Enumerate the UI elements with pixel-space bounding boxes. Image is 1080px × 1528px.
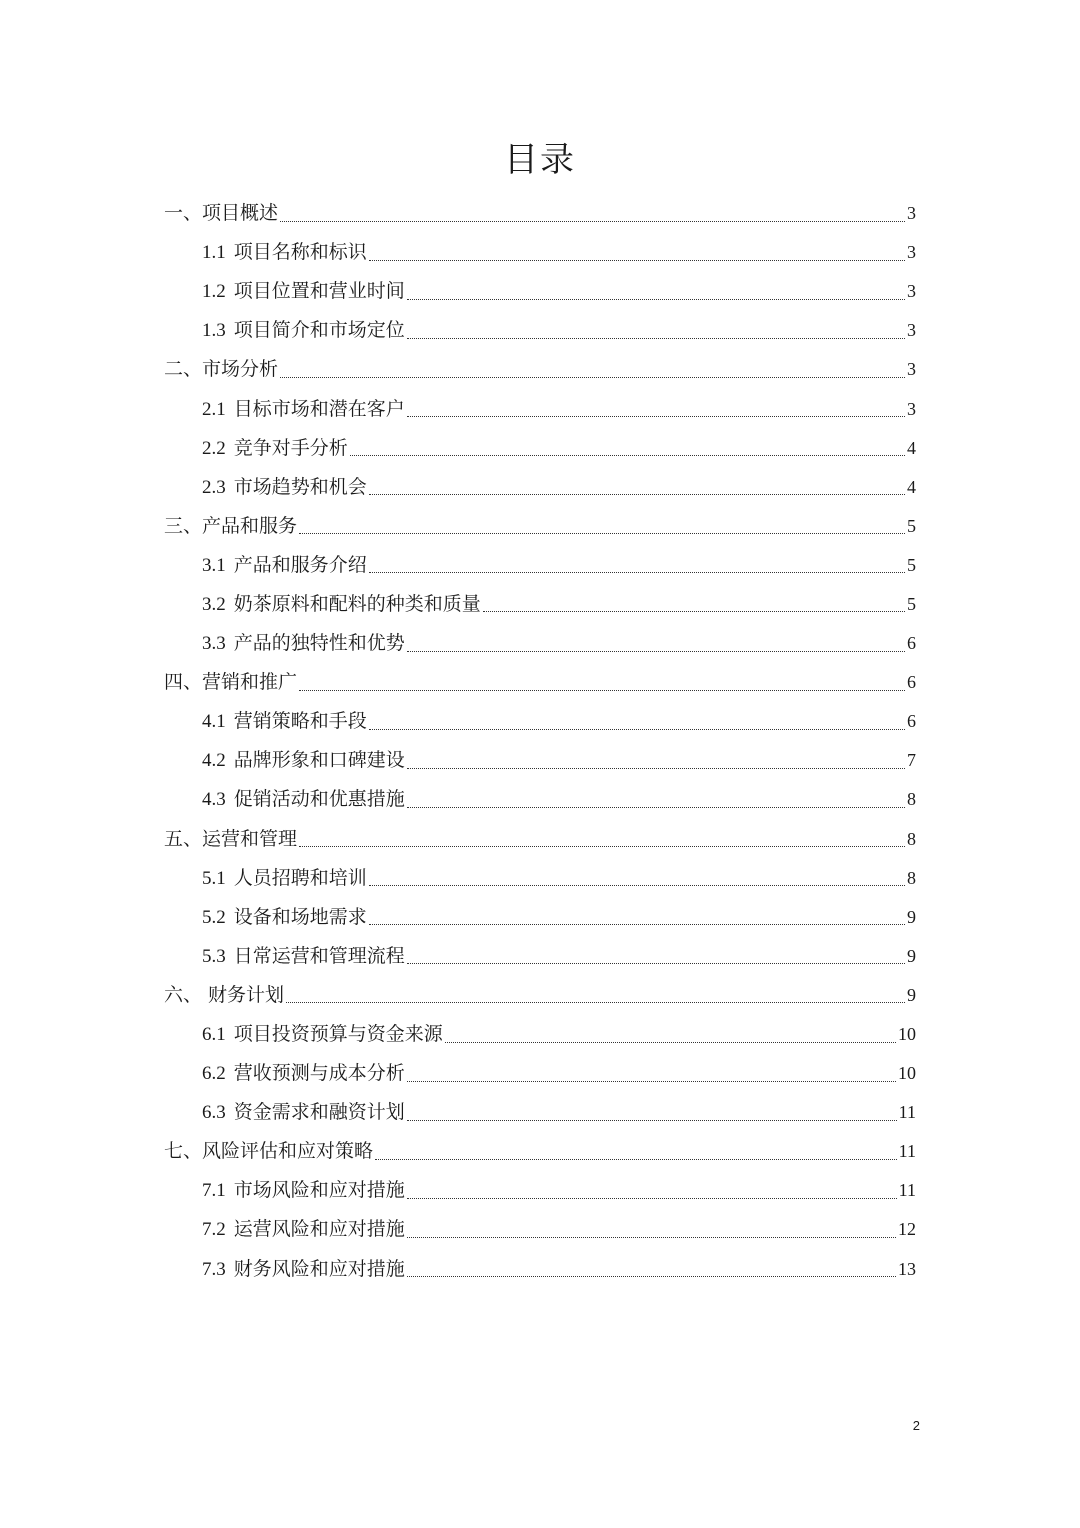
toc-entry-label [202, 1210, 405, 1249]
toc-entry-label [164, 507, 297, 546]
toc-dot-leader [299, 845, 905, 847]
toc-entry-text: 项目名称和标识 [233, 241, 367, 264]
toc-entry-page-number: 12 [898, 1219, 916, 1240]
toc-entry-text: 项目位置和营业时间 [233, 280, 405, 303]
toc-dot-leader [369, 728, 905, 730]
toc-entry-page-number: 11 [898, 1180, 916, 1201]
toc-entry-text: 六、 财务计划 [164, 983, 285, 1006]
toc-dot-leader [407, 415, 905, 417]
toc-entry-text: 品牌形象和口碑建设 [233, 749, 405, 772]
toc-entry-label [202, 272, 405, 311]
toc-section-entry[interactable] [164, 663, 916, 702]
toc-entry-text: 目标市场和潜在客户 [233, 397, 405, 420]
toc-entry-number: 5.2 [202, 906, 226, 928]
toc-entry-label [202, 546, 367, 585]
toc-entry-page-number: 7 [907, 750, 916, 771]
toc-entry-page-number: 3 [907, 320, 916, 341]
toc-entry-page-number: 8 [907, 828, 916, 849]
toc-entry-number: 2.1 [202, 398, 226, 420]
toc-entry-number: 4.3 [202, 789, 226, 811]
toc-entry-number: 7.3 [202, 1258, 226, 1280]
toc-entry-text: 营收预测与成本分析 [233, 1062, 405, 1085]
toc-entry-page-number: 4 [907, 476, 916, 497]
footer-page-number: 2 [912, 1418, 920, 1433]
toc-entry-page-number: 3 [907, 203, 916, 224]
toc-entry-number: 6.3 [202, 1102, 226, 1124]
toc-subsection-entry[interactable] [202, 898, 916, 937]
toc-entry-page-number: 5 [907, 515, 916, 536]
toc-subsection-entry[interactable] [202, 1210, 916, 1249]
toc-dot-leader [280, 220, 905, 222]
toc-entry-text: 人员招聘和培训 [233, 866, 367, 889]
toc-entry-label [202, 624, 405, 663]
toc-section-entry[interactable] [164, 350, 916, 389]
toc-entry-label [202, 233, 367, 272]
toc-entry-number: 3.3 [202, 633, 226, 655]
toc-entry-page-number: 4 [907, 437, 916, 458]
toc-dot-leader [369, 259, 905, 261]
toc-entry-label [202, 468, 367, 507]
toc-entry-number: 6.2 [202, 1063, 226, 1085]
toc-entry-label [202, 702, 367, 741]
toc-entry-text: 市场趋势和机会 [233, 475, 367, 498]
toc-entry-text: 产品和服务介绍 [233, 553, 367, 576]
toc-entry-number: 3.2 [202, 593, 226, 615]
toc-entry-text: 四、营销和推广 [164, 671, 298, 694]
toc-dot-leader [375, 1158, 897, 1160]
toc-subsection-entry[interactable] [202, 741, 916, 780]
toc-subsection-entry[interactable] [202, 624, 916, 663]
toc-dot-leader [407, 337, 905, 339]
toc-entry-text: 市场风险和应对措施 [233, 1179, 405, 1202]
toc-entry-page-number: 6 [907, 711, 916, 732]
toc-entry-page-number: 10 [898, 1024, 916, 1045]
toc-subsection-entry[interactable] [202, 859, 916, 898]
toc-entry-page-number: 9 [907, 906, 916, 927]
toc-dot-leader [407, 767, 905, 769]
toc-entry-label [164, 663, 297, 702]
toc-list [0, 194, 1080, 1289]
toc-entry-number: 1.1 [202, 242, 226, 264]
toc-subsection-entry[interactable] [202, 937, 916, 976]
toc-entry-text: 运营风险和应对措施 [233, 1218, 405, 1241]
toc-dot-leader [407, 1119, 897, 1121]
toc-dot-leader [407, 298, 905, 300]
toc-entry-text: 项目简介和市场定位 [233, 319, 405, 342]
toc-entry-label [164, 976, 284, 1015]
toc-entry-label [202, 780, 405, 819]
toc-entry-number: 3.1 [202, 554, 226, 576]
toc-dot-leader [407, 1197, 897, 1199]
toc-entry-text: 促销活动和优惠措施 [233, 788, 405, 811]
toc-entry-text: 一、项目概述 [164, 202, 279, 225]
toc-entry-label [202, 311, 405, 350]
toc-entry-text: 奶茶原料和配料的种类和质量 [233, 592, 481, 615]
toc-dot-leader [369, 923, 905, 925]
toc-subsection-entry[interactable] [202, 468, 916, 507]
toc-title: 目录 [504, 140, 576, 180]
toc-entry-page-number: 8 [907, 789, 916, 810]
toc-entry-number: 5.3 [202, 945, 226, 967]
toc-dot-leader [407, 962, 905, 964]
toc-entry-page-number: 3 [907, 281, 916, 302]
toc-entry-page-number: 9 [907, 945, 916, 966]
toc-entry-page-number: 3 [907, 359, 916, 380]
toc-entry-page-number: 8 [907, 867, 916, 888]
toc-subsection-entry[interactable] [202, 585, 916, 624]
toc-subsection-entry[interactable] [202, 702, 916, 741]
toc-entry-number: 1.2 [202, 281, 226, 303]
toc-entry-number: 5.1 [202, 867, 226, 889]
toc-entry-label [164, 820, 297, 859]
toc-dot-leader [369, 493, 905, 495]
toc-dot-leader [445, 1041, 896, 1043]
toc-entry-label [202, 859, 367, 898]
toc-section-entry[interactable] [164, 507, 916, 546]
toc-dot-leader [280, 376, 905, 378]
toc-entry-text: 财务风险和应对措施 [233, 1257, 405, 1280]
toc-dot-leader [369, 571, 905, 573]
toc-entry-page-number: 5 [907, 593, 916, 614]
toc-entry-text: 设备和场地需求 [233, 905, 367, 928]
toc-entry-number: 1.3 [202, 320, 226, 342]
toc-entry-page-number: 13 [898, 1258, 916, 1279]
toc-dot-leader [407, 1275, 896, 1277]
toc-entry-text: 资金需求和融资计划 [233, 1101, 405, 1124]
toc-entry-number: 4.1 [202, 711, 226, 733]
toc-entry-label [202, 429, 348, 468]
toc-entry-page-number: 5 [907, 554, 916, 575]
toc-entry-text: 营销策略和手段 [233, 710, 367, 733]
toc-subsection-entry[interactable] [202, 546, 916, 585]
toc-entry-text: 竞争对手分析 [233, 436, 348, 459]
toc-section-entry[interactable] [164, 194, 916, 233]
toc-subsection-entry[interactable] [202, 780, 916, 819]
toc-subsection-entry[interactable] [202, 272, 916, 311]
toc-section-entry[interactable] [164, 976, 916, 1015]
toc-subsection-entry[interactable] [202, 1171, 916, 1210]
toc-entry-label [202, 390, 405, 429]
toc-entry-page-number: 11 [898, 1141, 916, 1162]
toc-entry-label [202, 898, 367, 937]
toc-entry-label [202, 1015, 443, 1054]
toc-dot-leader [369, 884, 905, 886]
toc-entry-text: 日常运营和管理流程 [233, 944, 405, 967]
toc-dot-leader [483, 610, 905, 612]
toc-entry-label [164, 350, 278, 389]
toc-entry-text: 七、风险评估和应对策略 [164, 1140, 374, 1163]
toc-entry-page-number: 3 [907, 398, 916, 419]
toc-entry-number: 7.1 [202, 1180, 226, 1202]
toc-entry-number: 6.1 [202, 1024, 226, 1046]
toc-entry-label [202, 1093, 405, 1132]
toc-entry-page-number: 6 [907, 633, 916, 654]
toc-entry-number: 2.2 [202, 437, 226, 459]
toc-entry-number: 4.2 [202, 750, 226, 772]
toc-entry-number: 2.3 [202, 476, 226, 498]
toc-dot-leader [407, 650, 905, 652]
toc-entry-label [202, 585, 481, 624]
toc-subsection-entry[interactable] [202, 1015, 916, 1054]
toc-entry-text: 二、市场分析 [164, 358, 279, 381]
toc-entry-page-number: 9 [907, 984, 916, 1005]
toc-entry-page-number: 6 [907, 672, 916, 693]
toc-subsection-entry[interactable] [202, 1093, 916, 1132]
toc-entry-label [202, 937, 405, 976]
toc-entry-label [202, 741, 405, 780]
toc-entry-label [202, 1054, 405, 1093]
toc-dot-leader [407, 806, 905, 808]
toc-entry-label [164, 194, 278, 233]
toc-entry-text: 项目投资预算与资金来源 [233, 1023, 443, 1046]
toc-entry-page-number: 3 [907, 242, 916, 263]
toc-entry-text: 三、产品和服务 [164, 514, 298, 537]
toc-entry-page-number: 10 [898, 1063, 916, 1084]
toc-entry-label [164, 1132, 373, 1171]
toc-dot-leader [407, 1080, 896, 1082]
toc-entry-text: 产品的独特性和优势 [233, 632, 405, 655]
toc-subsection-entry[interactable] [202, 233, 916, 272]
toc-section-entry[interactable] [164, 1132, 916, 1171]
toc-subsection-entry[interactable] [202, 1250, 916, 1289]
toc-subsection-entry[interactable] [202, 429, 916, 468]
toc-entry-page-number: 11 [898, 1102, 916, 1123]
toc-subsection-entry[interactable] [202, 389, 916, 428]
toc-subsection-entry[interactable] [202, 1054, 916, 1093]
toc-entry-text: 五、运营和管理 [164, 827, 298, 850]
toc-dot-leader [350, 454, 905, 456]
toc-dot-leader [299, 689, 905, 691]
toc-entry-number: 7.2 [202, 1219, 226, 1241]
toc-dot-leader [299, 532, 905, 534]
toc-dot-leader [286, 1001, 905, 1003]
toc-dot-leader [407, 1236, 896, 1238]
toc-entry-label [202, 1171, 405, 1210]
toc-subsection-entry[interactable] [202, 311, 916, 350]
toc-section-entry[interactable] [164, 820, 916, 859]
toc-entry-label [202, 1250, 405, 1289]
